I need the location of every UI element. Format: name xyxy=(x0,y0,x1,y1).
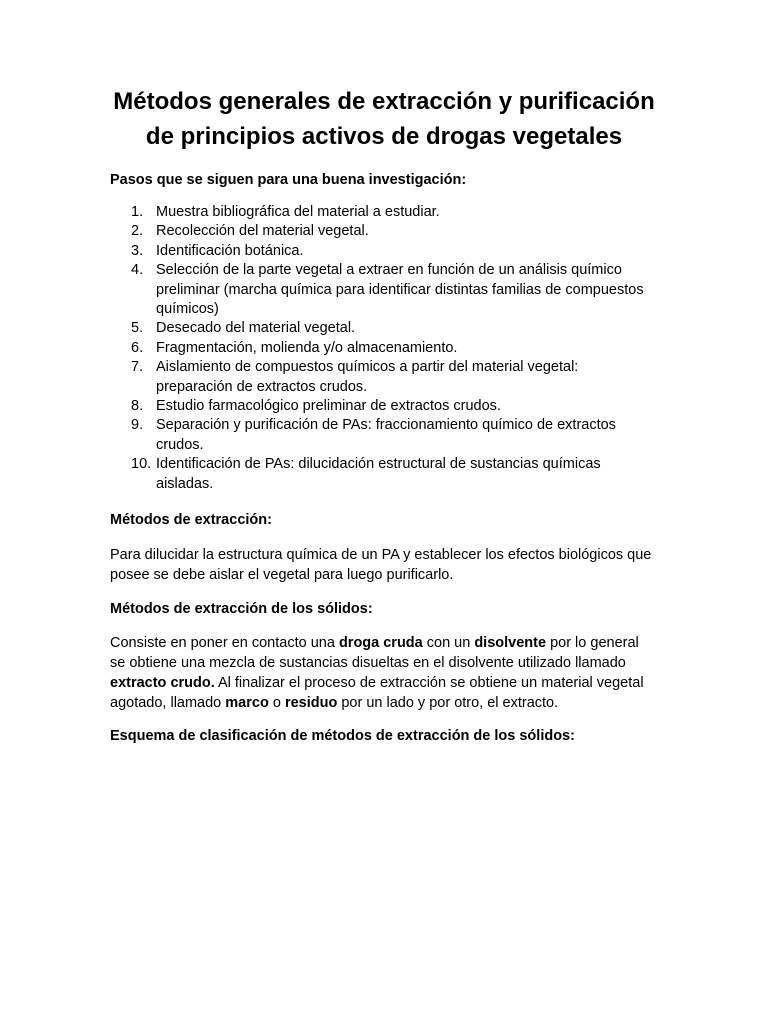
list-item-text: Muestra bibliográfica del material a estudiar. xyxy=(156,204,440,220)
steps-heading: Pasos que se siguen para una buena investigación: xyxy=(110,172,467,188)
list-item-number: 9. xyxy=(131,417,144,434)
scheme-heading: Esquema de clasificación de métodos de extracción de los sólidos: xyxy=(110,728,575,745)
list-item-text: Recolección del material vegetal. xyxy=(156,223,369,240)
list-item-number: 4. xyxy=(131,262,144,279)
list-item-text: Identificación botánica. xyxy=(156,242,304,259)
list-item-number: 3. xyxy=(131,242,144,259)
steps-list xyxy=(110,203,658,494)
bold-term: extracto crudo. xyxy=(110,674,215,691)
list-item xyxy=(110,397,658,416)
list-item-text: Fragmentación, molienda y/o almacenamiento. xyxy=(156,339,458,356)
bold-term: residuo xyxy=(284,695,338,712)
list-item-number: 6. xyxy=(131,339,144,356)
list-item xyxy=(110,416,658,455)
list-item xyxy=(110,222,658,241)
paragraph-text: por lo general se obtiene una mezcla de sustancias disueltas en el disolvente utilizado llamado xyxy=(110,634,639,671)
list-item xyxy=(110,339,658,358)
methods-paragraph: Para dilucidar la estructura química de un PA y establecer los efectos biológicos que posee se debe aislar el vegetal para luego purificarlo. xyxy=(110,547,652,584)
bold-term: marco xyxy=(225,695,269,712)
methods-heading: Métodos de extracción: xyxy=(110,512,272,529)
list-item-text: Separación y purificación de PAs: fraccionamiento químico de extractos crudos. xyxy=(156,417,616,453)
paragraph-text: Consiste en poner en contacto una xyxy=(110,634,339,651)
bold-term: disolvente xyxy=(474,634,547,651)
paragraph-text: por un lado y por otro, el extracto. xyxy=(337,695,559,712)
list-item-number: 1. xyxy=(131,204,144,220)
list-item-text: Desecado del material vegetal. xyxy=(156,320,356,337)
solids-heading: Métodos de extracción de los sólidos: xyxy=(110,600,373,617)
list-item-number: 10. xyxy=(131,456,152,473)
list-item-text: Selección de la parte vegetal a extraer en función de un análisis químico preliminar (marcha química para identificar distintas familias de compuestos químicos) xyxy=(156,262,644,318)
list-item-text: Estudio farmacológico preliminar de extractos crudos. xyxy=(156,398,501,415)
list-item-number: 8. xyxy=(131,398,144,415)
bold-term: droga cruda xyxy=(338,634,423,651)
list-item xyxy=(110,455,658,494)
list-item-text: Aislamiento de compuestos químicos a partir del material vegetal: preparación de extractos crudos. xyxy=(156,359,579,395)
list-item xyxy=(110,358,658,397)
list-item xyxy=(110,261,658,319)
list-item-number: 5. xyxy=(131,320,144,337)
list-item xyxy=(110,242,658,261)
list-item-number: 2. xyxy=(131,223,144,240)
list-item-text: Identificación de PAs: dilucidación estructural de sustancias químicas aisladas. xyxy=(156,456,601,492)
document-title: Métodos generales de extracción y purificación de principios activos de drogas vegetales xyxy=(113,88,655,150)
list-item-number: 7. xyxy=(131,359,144,376)
paragraph-text: con un xyxy=(422,634,475,651)
paragraph-text: o xyxy=(268,695,285,712)
list-item xyxy=(110,319,658,338)
solids-paragraph xyxy=(110,633,658,714)
list-item xyxy=(110,203,658,222)
paragraph-text: Al finalizar el proceso de extracción se obtiene un material vegetal agotado, llamado xyxy=(110,674,644,712)
